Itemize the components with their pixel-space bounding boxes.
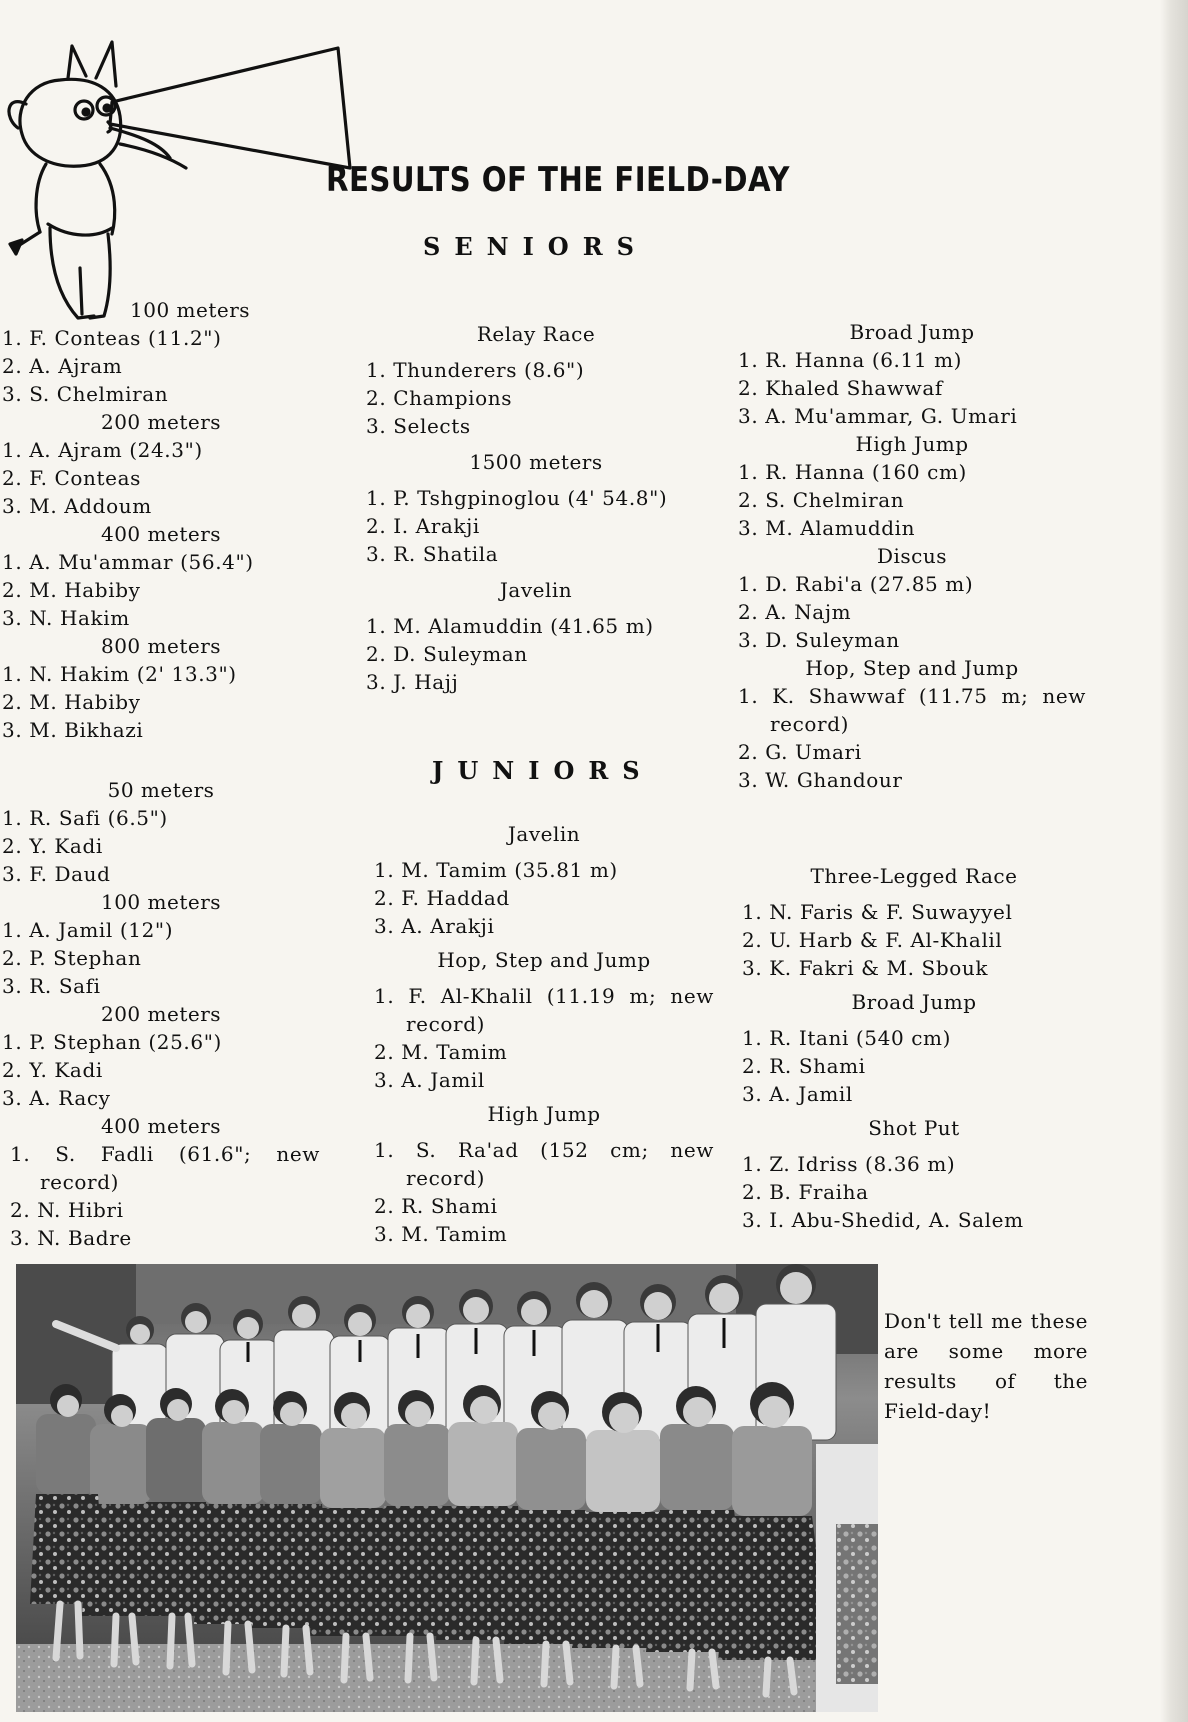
result-line: 1. M. Tamim (35.81 m) xyxy=(374,858,618,882)
result-line: 1. A. Mu'ammar (56.4") xyxy=(2,550,254,574)
result-line: 3. W. Ghandour xyxy=(738,768,903,792)
event-heading: Javelin xyxy=(499,578,573,602)
juniors-middle-column xyxy=(374,820,714,1248)
photo-caption: Don't tell me these are some more results of the Field-day! xyxy=(884,1309,1088,1423)
running-results-column xyxy=(2,296,320,1252)
result-line: 3. M. Addoum xyxy=(2,494,152,518)
result-line: 2. R. Shami xyxy=(374,1194,498,1218)
result-line: 1. Z. Idriss (8.36 m) xyxy=(742,1152,956,1176)
result-line: 3. R. Safi xyxy=(2,974,101,998)
result-line: 1. K. Shawwaf (11.75 m; new record) xyxy=(738,684,1086,736)
devil-megaphone-mascot xyxy=(0,18,360,328)
result-line: 3. N. Hakim xyxy=(2,606,130,630)
event-heading: 200 meters xyxy=(100,1002,222,1026)
event-heading: Hop, Step and Jump xyxy=(437,948,651,972)
result-line: 1. S. Ra'ad (152 cm; new record) xyxy=(374,1138,714,1190)
result-line: 2. M. Tamim xyxy=(374,1040,508,1064)
event-heading: Three-Legged Race xyxy=(810,864,1018,888)
result-line: 3. A. Racy xyxy=(2,1086,111,1110)
result-line: 1. A. Ajram (24.3") xyxy=(2,438,203,462)
result-line: 1. D. Rabi'a (27.85 m) xyxy=(738,572,974,596)
result-line: 2. F. Haddad xyxy=(374,886,510,910)
result-line: 1. P. Tshgpinoglou (4' 54.8") xyxy=(366,486,668,510)
result-line: 1. P. Stephan (25.6") xyxy=(2,1030,222,1054)
result-line: 3. F. Daud xyxy=(2,862,111,886)
result-line: 3. A. Mu'ammar, G. Umari xyxy=(738,404,1018,428)
event-heading: High Jump xyxy=(855,432,969,456)
event-heading: Broad Jump xyxy=(849,320,975,344)
page-title: RESULTS OF THE FIELD-DAY xyxy=(326,160,790,200)
result-line: 2. R. Shami xyxy=(742,1054,866,1078)
seniors-right-column xyxy=(738,318,1086,794)
result-line: 1. N. Hakim (2' 13.3") xyxy=(2,662,237,686)
result-line: 3. K. Fakri & M. Sbouk xyxy=(742,956,989,980)
event-heading: Shot Put xyxy=(868,1116,960,1140)
result-line: 3. M. Alamuddin xyxy=(738,516,916,540)
result-line: 1. M. Alamuddin (41.65 m) xyxy=(366,614,654,638)
seniors-middle-column xyxy=(366,320,706,696)
result-line: 3. D. Suleyman xyxy=(738,628,900,652)
event-heading: 400 meters xyxy=(100,1114,222,1138)
group-photo xyxy=(16,1264,878,1712)
event-heading: 200 meters xyxy=(100,410,222,434)
event-heading: 1500 meters xyxy=(469,450,603,474)
result-line: 2. G. Umari xyxy=(738,740,862,764)
result-line: 2. Champions xyxy=(366,386,513,410)
result-line: 2. M. Habiby xyxy=(2,690,141,714)
result-line: 2. A. Ajram xyxy=(2,354,123,378)
result-line: 3. A. Arakji xyxy=(374,914,495,938)
result-line: 2. U. Harb & F. Al-Khalil xyxy=(742,928,1003,952)
event-heading: Hop, Step and Jump xyxy=(805,656,1019,680)
result-line: 2. S. Chelmiran xyxy=(738,488,905,512)
page-edge-shadow xyxy=(1160,0,1188,1722)
result-line: 2. P. Stephan xyxy=(2,946,142,970)
result-line: 2. F. Conteas xyxy=(2,466,142,490)
event-heading: Relay Race xyxy=(476,322,596,346)
result-line: 3. I. Abu-Shedid, A. Salem xyxy=(742,1208,1024,1232)
juniors-right-column xyxy=(742,862,1086,1234)
result-line: 3. J. Hajj xyxy=(366,670,459,694)
result-line: 3. A. Jamil xyxy=(374,1068,485,1092)
event-heading: 800 meters xyxy=(100,634,222,658)
result-line: 3. S. Chelmiran xyxy=(2,382,169,406)
event-heading: Javelin xyxy=(507,822,581,846)
result-line: 1. F. Conteas (11.2") xyxy=(2,326,222,350)
result-line: 1. S. Fadli (61.6"; new record) xyxy=(10,1142,320,1194)
result-line: 1. R. Safi (6.5") xyxy=(2,806,168,830)
result-line: 3. M. Tamim xyxy=(374,1222,508,1246)
result-line: 1. A. Jamil (12") xyxy=(2,918,174,942)
result-line: 2. N. Hibri xyxy=(10,1198,124,1222)
event-heading: 100 meters xyxy=(130,298,251,322)
event-heading: 400 meters xyxy=(100,522,222,546)
result-line: 3. A. Jamil xyxy=(742,1082,853,1106)
event-heading: 100 meters xyxy=(100,890,222,914)
result-line: 2. Y. Kadi xyxy=(2,834,103,858)
result-line: 1. R. Hanna (160 cm) xyxy=(738,460,967,484)
result-line: 1. R. Hanna (6.11 m) xyxy=(738,348,963,372)
result-line: 1. Thunderers (8.6") xyxy=(366,358,585,382)
result-line: 1. R. Itani (540 cm) xyxy=(742,1026,952,1050)
result-line: 1. N. Faris & F. Suwayyel xyxy=(742,900,1013,924)
result-line: 3. N. Badre xyxy=(10,1226,132,1250)
event-heading: Discus xyxy=(876,544,948,568)
result-line: 2. A. Najm xyxy=(738,600,852,624)
juniors-section-title: JUNIORS xyxy=(432,756,654,785)
result-line: 3. R. Shatila xyxy=(366,542,499,566)
event-heading: Broad Jump xyxy=(851,990,977,1014)
result-line: 3. Selects xyxy=(366,414,471,438)
result-line: 2. I. Arakji xyxy=(366,514,480,538)
result-line: 3. M. Bikhazi xyxy=(2,718,144,742)
result-line: 2. B. Fraiha xyxy=(742,1180,869,1204)
event-heading: 50 meters xyxy=(107,778,215,802)
result-line: 2. Y. Kadi xyxy=(2,1058,103,1082)
seniors-section-title: SENIORS xyxy=(423,232,648,261)
result-line: 2. M. Habiby xyxy=(2,578,141,602)
result-line: 2. D. Suleyman xyxy=(366,642,528,666)
result-line: 2. Khaled Shawwaf xyxy=(738,376,943,400)
event-heading: High Jump xyxy=(487,1102,601,1126)
result-line: 1. F. Al-Khalil (11.19 m; new record) xyxy=(374,984,714,1036)
